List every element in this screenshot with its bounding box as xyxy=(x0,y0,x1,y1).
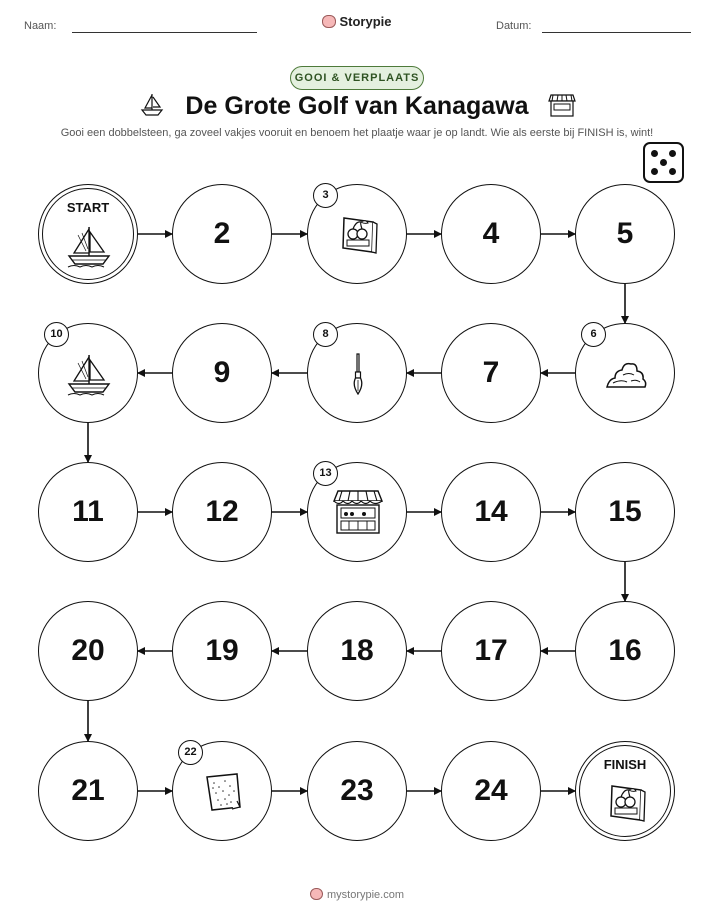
start-space[interactable] xyxy=(38,184,138,284)
space-number: 17 xyxy=(474,634,508,667)
board-space-11[interactable] xyxy=(38,462,138,562)
board-space-10[interactable] xyxy=(38,323,138,423)
board-space-5[interactable] xyxy=(575,184,675,284)
space-number: 5 xyxy=(616,217,634,250)
footer xyxy=(0,888,714,901)
space-number: 11 xyxy=(72,495,104,528)
board-space-14[interactable] xyxy=(441,462,541,562)
space-number: 18 xyxy=(340,634,374,667)
boat-icon xyxy=(66,223,112,274)
board-space-17[interactable] xyxy=(441,601,541,701)
space-number-tag: 13 xyxy=(313,461,338,486)
board-space-23[interactable] xyxy=(307,741,407,841)
space-number: 20 xyxy=(71,634,105,667)
finish-space[interactable] xyxy=(575,741,675,841)
space-number-tag: 22 xyxy=(178,740,203,765)
board-space-2[interactable] xyxy=(172,184,272,284)
board-space-19[interactable] xyxy=(172,601,272,701)
board-space-4[interactable] xyxy=(441,184,541,284)
sand-pile-icon xyxy=(603,351,649,402)
board-space-16[interactable] xyxy=(575,601,675,701)
space-number-tag: 3 xyxy=(313,183,338,208)
footer-url: mystorypie.com xyxy=(326,889,405,901)
board-space-18[interactable] xyxy=(307,601,407,701)
space-number-tag: 8 xyxy=(313,322,338,347)
page-title: De Grote Golf van Kanagawa xyxy=(185,92,529,120)
space-number: 21 xyxy=(71,774,105,807)
paintbrush-icon xyxy=(335,351,381,402)
game-type-badge: GOOI & VERPLAATS xyxy=(290,66,424,90)
space-number-tag: 6 xyxy=(581,322,606,347)
space-number: 7 xyxy=(482,356,500,389)
board-space-24[interactable] xyxy=(441,741,541,841)
space-number: 15 xyxy=(608,495,642,528)
date-label: Datum: xyxy=(496,20,532,32)
board-space-6[interactable] xyxy=(575,323,675,423)
pig-icon xyxy=(310,888,323,900)
space-number: 12 xyxy=(205,495,239,528)
boat-icon xyxy=(66,351,112,402)
space-number: 19 xyxy=(205,634,239,667)
space-number: 16 xyxy=(608,634,642,667)
board-space-9[interactable] xyxy=(172,323,272,423)
board-space-12[interactable] xyxy=(172,462,272,562)
cherry-box-icon xyxy=(335,212,381,263)
cherry-box-icon xyxy=(603,780,649,831)
brand-name: Storypie xyxy=(339,14,392,29)
board-space-22[interactable] xyxy=(172,741,272,841)
space-number-tag: 10 xyxy=(44,322,69,347)
paper-icon xyxy=(200,769,246,820)
board-space-7[interactable] xyxy=(441,323,541,423)
space-number: 23 xyxy=(340,774,374,807)
finish-label: FINISH xyxy=(603,757,647,772)
instructions: Gooi een dobbelsteen, ga zoveel vakjes vooruit en benoem het plaatje waar je op landt. Wie als eerste bij FINISH is, wint! xyxy=(60,127,654,139)
board-space-8[interactable] xyxy=(307,323,407,423)
board-space-20[interactable] xyxy=(38,601,138,701)
board-space-13[interactable] xyxy=(307,462,407,562)
board-space-21[interactable] xyxy=(38,741,138,841)
market-stall-icon xyxy=(332,487,384,542)
space-number: 14 xyxy=(474,495,508,528)
start-label: START xyxy=(66,200,110,215)
board-space-3[interactable] xyxy=(307,184,407,284)
space-number: 9 xyxy=(213,356,231,389)
space-number: 2 xyxy=(213,217,231,250)
space-number: 24 xyxy=(474,774,508,807)
board-space-15[interactable] xyxy=(575,462,675,562)
space-number: 4 xyxy=(482,217,500,250)
name-label: Naam: xyxy=(24,20,57,32)
